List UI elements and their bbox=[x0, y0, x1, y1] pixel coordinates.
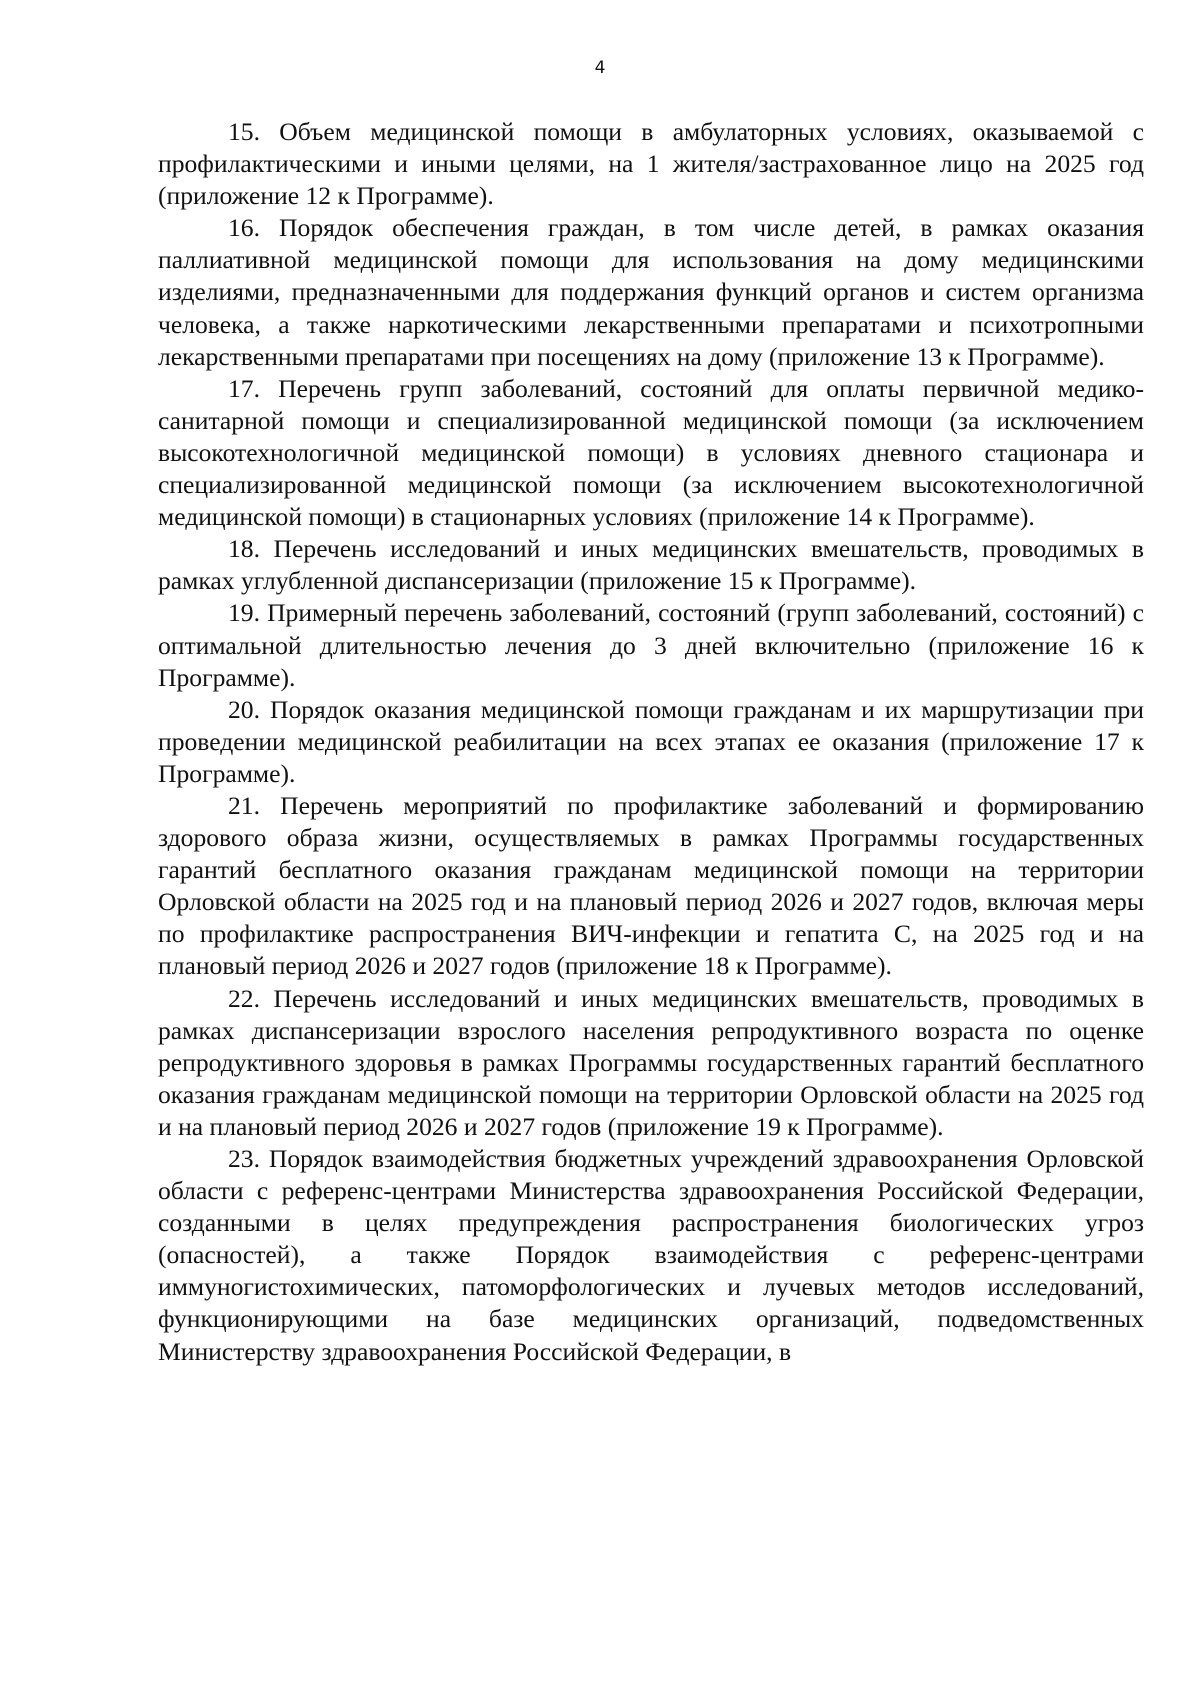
paragraph-20: 20. Порядок оказания медицинской помощи гражданам и их маршрутизации при проведении медицинской реабилитации на всех этапах ее оказания (приложение 17 к Программе). bbox=[158, 694, 1144, 788]
paragraph-19: 19. Примерный перечень заболеваний, состояний (групп заболеваний, состояний) с оптимальной длительностью лечения до 3 дней включительно (приложение 16 к Программе). bbox=[158, 598, 1144, 692]
paragraph-15: 15. Объем медицинской помощи в амбулаторных условиях, оказываемой с профилактическими и иными целями, на 1 жителя/застрахованное лицо на 2025 год (приложение 12 к Программе). bbox=[158, 117, 1144, 211]
page-number: 4 bbox=[594, 58, 606, 78]
paragraph-17: 17. Перечень групп заболеваний, состояний для оплаты первичной медико-санитарной помощи и специализированной медицинской помощи (за исключением высокотехнологичной медицинской помощи) в условиях дневного стационара и специализированной медицинской помощи (за исключением высокотехнологичной медицинской помощи) в стационарных условиях (приложение 14 к Программе). bbox=[158, 373, 1144, 532]
paragraph-23: 23. Порядок взаимодействия бюджетных учреждений здравоохранения Орловской области с референс-центрами Министерства здравоохранения Российской Федерации, созданными в целях предупреждения распространения биологических угроз (опасностей), а также Порядок взаимодействия с референс-центрами иммуногистохимических, патоморфологических и лучевых методов исследований, функционирующими на базе медицинских организаций, подведомственных Министерству здравоохранения Российской Федерации, в bbox=[158, 1144, 1144, 1366]
paragraph-21: 21. Перечень мероприятий по профилактике заболеваний и формированию здорового образа жизни, осуществляемых в рамках Программы государственных гарантий бесплатного оказания гражданам медицинской помощи на территории Орловской области на 2025 год и на плановый период 2026 и 2027 годов, включая меры по профилактике распространения ВИЧ-инфекции и гепатита С, на 2025 год и на плановый период 2026 и 2027 годов (приложение 18 к Программе). bbox=[158, 790, 1144, 981]
paragraph-18: 18. Перечень исследований и иных медицинских вмешательств, проводимых в рамках углубленной диспансеризации (приложение 15 к Программе). bbox=[158, 534, 1144, 596]
document-body bbox=[158, 116, 1144, 1368]
paragraph-22: 22. Перечень исследований и иных медицинских вмешательств, проводимых в рамках диспансеризации взрослого населения репродуктивного возраста по оценке репродуктивного здоровья в рамках Программы государственных гарантий бесплатного оказания гражданам медицинской помощи на территории Орловской области на 2025 год и на плановый период 2026 и 2027 годов (приложение 19 к Программе). bbox=[158, 983, 1144, 1141]
paragraph-16: 16. Порядок обеспечения граждан, в том числе детей, в рамках оказания паллиативной медицинской помощи для использования на дому медицинскими изделиями, предназначенными для поддержания функций органов и систем организма человека, а также наркотическими лекарственными препаратами и психотропными лекарственными препаратами при посещениях на дому (приложение 13 к Программе). bbox=[158, 213, 1144, 371]
